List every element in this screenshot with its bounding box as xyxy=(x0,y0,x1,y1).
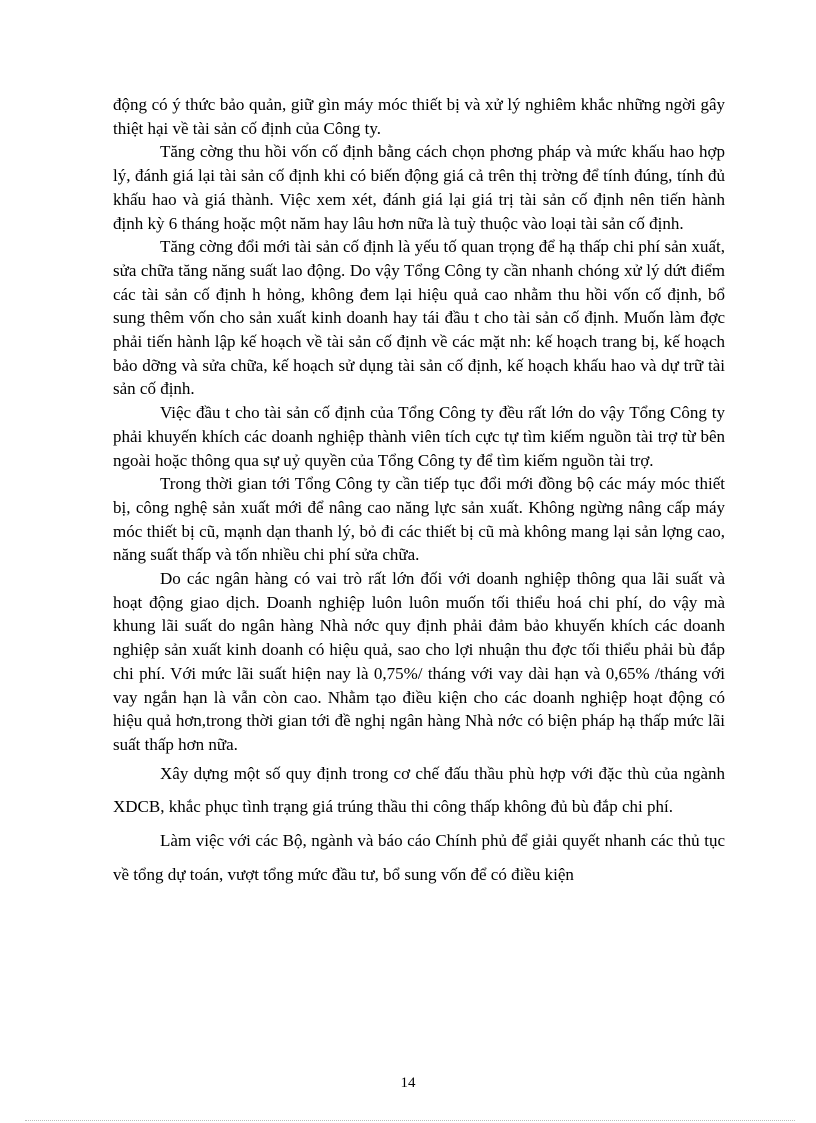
paragraph: Làm việc với các Bộ, ngành và báo cáo Chính phủ để giải quyết nhanh các thủ tục về tổng dự toán, vượt tổng mức đầu tư, bổ sung vốn để có điều kiện xyxy=(113,831,725,885)
paragraph: động có ý thức bảo quản, giữ gìn máy móc thiết bị và xử lý nghiêm khắc những ngời gây thiệt hại về tài sản cố định của Công ty. xyxy=(113,95,725,138)
paragraph: Tăng cờng thu hồi vốn cố định bằng cách chọn phơng pháp và mức khấu hao hợp lý, đánh giá lại tài sản cố định khi có biến động giá cả trên thị trờng để tính đúng, tính đủ khấu hao và giá thành. Việc xem xét, đánh giá lại giá trị tài sản cố định nên tiến hành định kỳ 6 tháng hoặc một năm hay lâu hơn nữa là tuỳ thuộc vào loại tài sản cố định. xyxy=(113,142,725,233)
paragraph: Trong thời gian tới Tổng Công ty cần tiếp tục đổi mới đồng bộ các máy móc thiết bị, công nghệ sản xuất mới để nâng cao năng lực sản xuất. Không ngừng nâng cấp máy móc thiết bị cũ, mạnh dạn thanh lý, bỏ đi các thiết bị cũ mà không mang lại sản lợng cao, năng suất thấp và tốn nhiều chi phí sửa chữa. xyxy=(113,474,725,565)
paragraph: Do các ngân hàng có vai trò rất lớn đối với doanh nghiệp thông qua lãi suất và hoạt động giao dịch. Doanh nghiệp luôn luôn muốn tối thiểu hoá chi phí, do vậy mà khung lãi suất do ngân hàng Nhà nớc quy định phải đảm bảo khuyến khích các doanh nghiệp sản xuất kinh doanh có hiệu quả, sao cho lợi nhuận thu đợc tối thiểu phải bù đắp chi phí. Với mức lãi suất hiện nay là 0,75%/ tháng với vay dài hạn và 0,65% /tháng với vay ngắn hạn là vẫn còn cao. Nhằm tạo điều kiện cho các doanh nghiệp hoạt động có hiệu quả hơn,trong thời gian tới đề nghị ngân hàng Nhà nớc có biện pháp hạ thấp mức lãi suất thấp hơn nữa. xyxy=(113,569,725,754)
footer-divider xyxy=(25,1120,795,1121)
paragraph: Tăng cờng đổi mới tài sản cố định là yếu tố quan trọng để hạ thấp chi phí sản xuất, sửa chữa tăng năng suất lao động. Do vậy Tổng Công ty cần nhanh chóng xử lý dứt điểm các tài sản cố định h hỏng, không đem lại hiệu quả cao nhằm thu hồi vốn cố định, bổ sung thêm vốn cho sản xuất kinh doanh hay tái đầu t cho tài sản cố định. Muốn làm đợc phải tiến hành lập kế hoạch về tài sản cố định về các mặt nh: kế hoạch trang bị, kế hoạch bảo dỡng và sửa chữa, kế hoạch sử dụng tài sản cố định, kế hoạch khấu hao và dự trữ tài sản cố định. xyxy=(113,237,725,399)
paragraph: Xây dựng một số quy định trong cơ chế đấu thầu phù hợp với đặc thù của ngành XDCB, khắc phục tình trạng giá trúng thầu thi công thấp không đủ bù đắp chi phí. xyxy=(113,763,725,817)
page-number: 14 xyxy=(400,1075,416,1091)
body-text xyxy=(113,93,725,892)
paragraph: Việc đầu t cho tài sản cố định của Tổng Công ty đều rất lớn do vậy Tổng Công ty phải khuyến khích các doanh nghiệp thành viên tích cực tự tìm kiếm nguồn tài trợ từ bên ngoài hoặc thông qua sự uỷ quyền của Tổng Công ty để tìm kiếm nguồn tài trợ. xyxy=(113,403,725,470)
